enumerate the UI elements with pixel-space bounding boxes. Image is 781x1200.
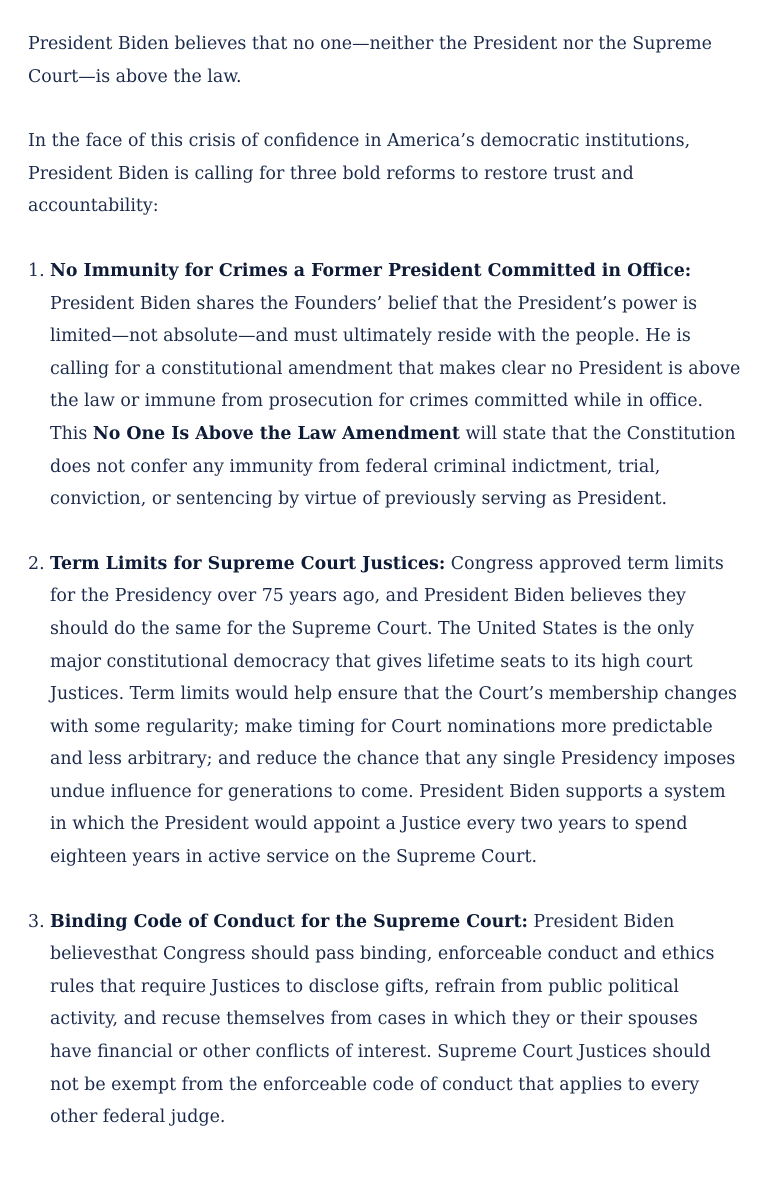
- reforms-list: [28, 255, 741, 1134]
- reform-item-term-limits: [28, 548, 741, 874]
- intro-paragraph-2: In the face of this crisis of confidence in America’s democratic institutions, President Biden is calling for three bold reforms to restore trust and accountability:: [28, 131, 691, 217]
- list-number: 2.: [28, 553, 45, 574]
- reform-text-continued: will state that the Constitution does not confer any immunity from federal criminal indictment, trial, conviction, or sentencing by virtue of previously serving as President.: [50, 423, 736, 510]
- reform-item-immunity: [28, 255, 741, 516]
- reform-text: Congress approved term limits for the Presidency over 75 years ago, and President Biden believes they should do the same for the Supreme Court. The United States is the only major constitutional democracy that gives lifetime seats to its high court Justices. Term limits would help ensure that the Court’s membership changes with some regularity; make timing for Court nominations more predictable and less arbitrary; and reduce the chance that any single Presidency imposes undue influence for generations to come. President Biden supports a system in which the President would appoint a Justice every two years to spend eighteen years in active service on the Supreme Court.: [50, 553, 737, 868]
- list-number: 1.: [28, 260, 45, 281]
- reform-heading: Binding Code of Conduct for the Supreme Court:: [50, 911, 528, 932]
- reform-text: President Biden believesthat Congress should pass binding, enforceable conduct and ethics rules that require Justices to disclose gifts, refrain from public political activity, and recuse themselves from cases in which they or their spouses have financial or other conflicts of interest. Supreme Court Justices should not be exempt from the enforceable code of conduct that applies to every other federal judge.: [50, 911, 715, 1128]
- reform-heading: Term Limits for Supreme Court Justices:: [50, 553, 446, 574]
- reform-text: President Biden shares the Founders’ belief that the President’s power is limited—not absolute—and must ultimately reside with the people. He is calling for a constitutional amendment that makes clear no President is above the law or immune from prosecution for crimes committed while in office. This: [50, 293, 741, 444]
- reform-heading: No Immunity for Crimes a Former President Committed in Office:: [50, 260, 692, 281]
- intro-paragraph-1: President Biden believes that no one—neither the President nor the Supreme Court—is above the law.: [28, 34, 712, 87]
- reform-item-code-of-conduct: [28, 906, 741, 1134]
- amendment-name: No One Is Above the Law Amendment: [92, 423, 460, 444]
- list-number: 3.: [28, 911, 45, 932]
